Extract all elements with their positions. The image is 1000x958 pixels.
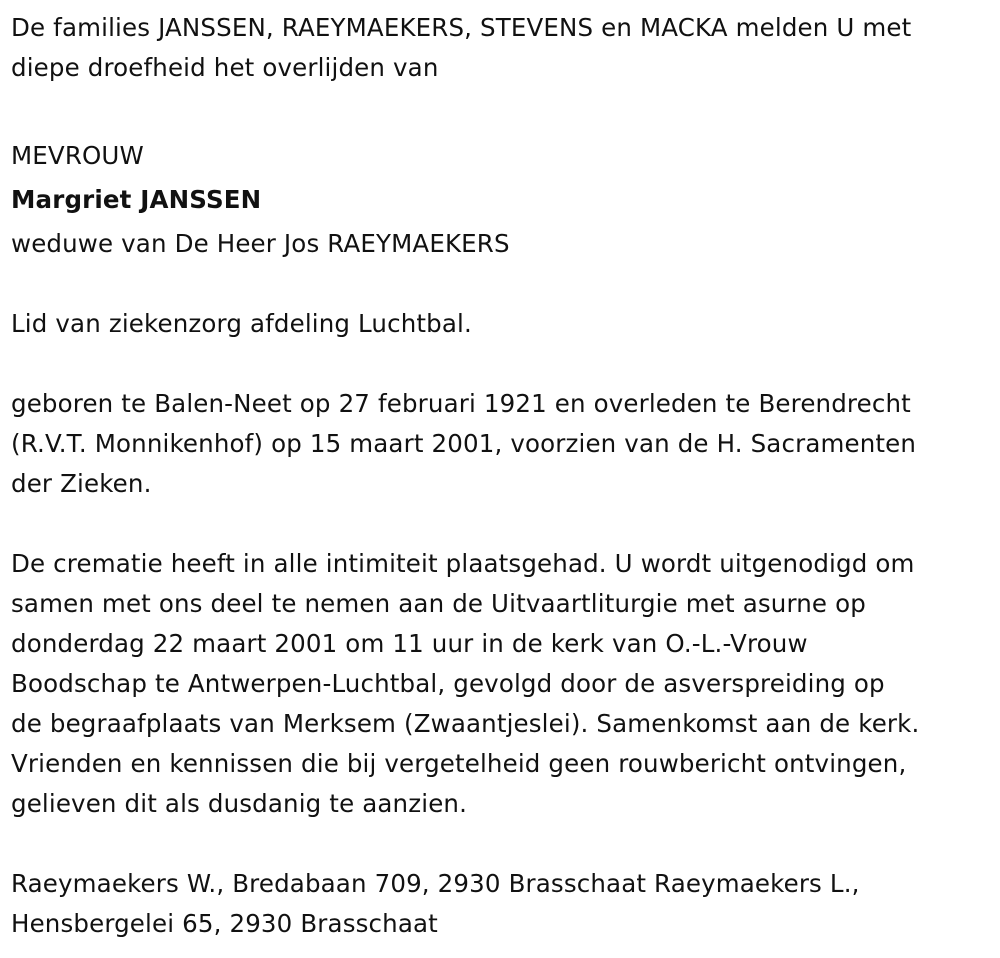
deceased-name: Margriet JANSSEN	[11, 185, 262, 214]
ceremony-paragraph	[11, 544, 991, 824]
intro-line-1: De families JANSSEN, RAEYMAEKERS, STEVENS en MACKA melden U met	[11, 13, 912, 42]
birth-death-line-3: der Zieken.	[11, 469, 152, 498]
deceased-block	[11, 128, 991, 264]
deceased-title: MEVROUW	[11, 141, 144, 170]
birth-death-line-2: (R.V.T. Monnikenhof) op 15 maart 2001, voorzien van de H. Sacramenten	[11, 429, 917, 458]
ceremony-line-5: de begraafplaats van Merksem (Zwaantjeslei). Samenkomst aan de kerk.	[11, 709, 920, 738]
membership: Lid van ziekenzorg afdeling Luchtbal.	[11, 309, 472, 338]
spacer	[11, 824, 991, 864]
intro-paragraph	[11, 8, 991, 88]
ceremony-line-1: De crematie heeft in alle intimiteit plaatsgehad. U wordt uitgenodigd om	[11, 549, 915, 578]
spacer	[11, 88, 991, 128]
contacts-line-1: Raeymaekers W., Bredabaan 709, 2930 Brasschaat Raeymaekers L.,	[11, 869, 860, 898]
ceremony-line-6: Vrienden en kennissen die bij vergetelheid geen rouwbericht ontvingen,	[11, 749, 907, 778]
ceremony-line-7: gelieven dit als dusdanig te aanzien.	[11, 789, 468, 818]
birth-death-line-1: geboren te Balen-Neet op 27 februari 1921 en overleden te Berendrecht	[11, 389, 911, 418]
spacer	[11, 504, 991, 544]
ceremony-line-4: Boodschap te Antwerpen-Luchtbal, gevolgd door de asverspreiding op	[11, 669, 885, 698]
spacer	[11, 264, 991, 304]
ceremony-line-2: samen met ons deel te nemen aan de Uitvaartliturgie met asurne op	[11, 589, 866, 618]
ceremony-line-3: donderdag 22 maart 2001 om 11 uur in de kerk van O.-L.-Vrouw	[11, 629, 808, 658]
contacts-paragraph	[11, 864, 991, 944]
intro-line-2: diepe droefheid het overlijden van	[11, 53, 439, 82]
contacts-line-2: Hensbergelei 65, 2930 Brasschaat	[11, 909, 438, 938]
spacer	[11, 344, 991, 384]
death-notice	[11, 8, 991, 944]
widow-of: weduwe van De Heer Jos RAEYMAEKERS	[11, 229, 510, 258]
birth-death-paragraph	[11, 384, 991, 504]
